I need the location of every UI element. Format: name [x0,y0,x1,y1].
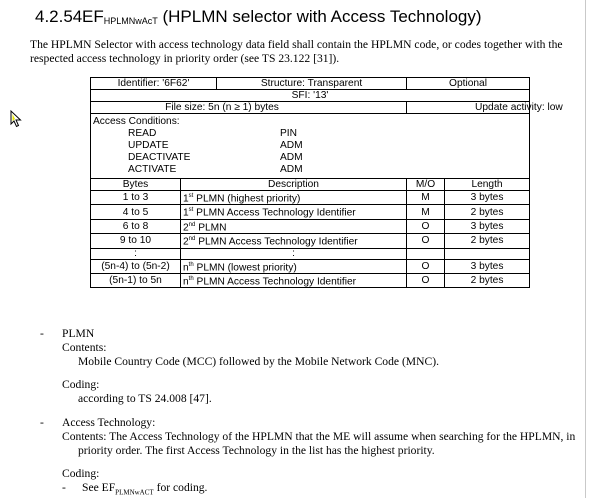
table-header-row [91,179,530,191]
description-text: PLMN (lowest priority) [193,261,297,273]
access-cond: ADM [280,152,303,163]
description-text: PLMN (highest priority) [193,193,301,205]
ordinal-suffix: st [188,207,194,214]
plmn-contents-label: Contents: [62,341,107,354]
access-condition-row [93,140,527,152]
mo-cell: O [407,234,445,248]
access-condition-row [93,128,527,140]
description-cell [181,219,407,233]
ordinal-suffix: nd [188,221,196,228]
ef-name: EF [82,7,104,26]
mo-cell [407,248,445,259]
see-reference [82,481,207,499]
see-suffix: for coding. [153,481,208,494]
length-cell: 3 bytes [445,191,530,205]
mo-cell: O [407,273,445,287]
access-cond: ADM [280,164,303,175]
ordinal: 2 [183,222,189,234]
header-mo: M/O [407,179,445,191]
description-cell [181,205,407,219]
description-text: PLMN Access Technology Identifier [195,236,358,248]
description-cell: : [181,248,407,259]
description-cell [181,259,407,273]
bytes-cell: 4 to 5 [91,205,181,219]
access-cond: PIN [280,128,297,139]
header-length: Length [445,179,530,191]
sfi-cell: SFI: '13' [91,90,530,102]
section-title: (HPLMN selector with Access Technology) [162,7,482,26]
ordinal: 1 [183,207,189,219]
section-number: 4.2.54 [35,7,83,26]
bytes-cell: (5n-4) to (5n-2) [91,259,181,273]
plmn-contents: Mobile Country Code (MCC) followed by the Mobile Network Code (MNC). [78,355,439,368]
description-cell [181,234,407,248]
see-prefix: See EF [82,481,116,494]
ordinal-suffix: nd [188,236,196,243]
ordinal-suffix: st [188,193,194,199]
optional-cell: Optional [407,78,530,90]
access-conditions-cell [91,114,530,179]
table-row [91,259,530,273]
intro-paragraph: The HPLMN Selector with access technology data field shall contain the HPLMN code, or codes together with the respected access technology in priority order (see TS 23.122 [31]). [30,38,563,65]
length-cell: 3 bytes [445,259,530,273]
plmn-title: PLMN [62,327,95,340]
ordinal-suffix: th [188,275,194,282]
bullet-dash: - [40,327,44,340]
header-description: Description [181,179,407,191]
structure-cell: Structure: Transparent [260,78,363,89]
see-subscript: PLMNwACT [115,488,154,497]
description-cell [181,191,407,205]
ordinal-suffix: th [188,261,194,268]
length-cell: 3 bytes [445,219,530,233]
access-cond: ADM [280,140,303,151]
ordinal: 1 [183,193,189,205]
update-activity-cell: Update activity: low [407,102,530,114]
plmn-coding: according to TS 24.008 [47]. [78,392,212,405]
access-technology-coding-label: Coding: [62,467,100,480]
description-text: PLMN Access Technology Identifier [193,207,356,219]
access-technology-title: Access Technology: [62,416,156,429]
table-row [91,205,530,219]
section-heading [35,7,482,27]
file-spec-table [90,77,563,288]
bytes-cell: (5n-1) to 5n [91,273,181,287]
length-cell: 2 bytes [445,234,530,248]
description-text: PLMN [195,222,227,234]
access-op: DEACTIVATE [128,152,191,163]
length-cell: 2 bytes [445,273,530,287]
ef-subscript: HPLMNwAcT [103,16,158,26]
table-row-ellipsis [91,248,530,259]
access-op: READ [128,128,157,139]
length-cell [445,248,530,259]
identifier-cell: Identifier: '6F62' [91,78,217,89]
bullet-dash: - [40,416,44,429]
ordinal: 2 [183,236,189,248]
file-size-cell: File size: 5n (n ≥ 1) bytes [91,102,407,114]
description-cell [181,273,407,287]
length-cell: 2 bytes [445,205,530,219]
table-row [91,234,530,248]
plmn-coding-label: Coding: [62,378,100,391]
bytes-cell: : [91,248,181,259]
bytes-cell: 9 to 10 [91,234,181,248]
description-text: PLMN Access Technology Identifier [193,276,357,288]
mo-cell: M [407,205,445,219]
table-row [91,273,530,287]
table-row [91,191,530,205]
access-technology-contents-line2: priority order. The first Access Technology in the list has the highest priority. [78,444,435,457]
bytes-cell: 6 to 8 [91,219,181,233]
access-condition-row [93,152,527,164]
mo-cell: M [407,191,445,205]
mo-cell: O [407,259,445,273]
access-technology-contents-line1: Contents: The Access Technology of the HPLMN that the ME will assume when searching for the HPLMN, in [62,430,576,443]
access-op: UPDATE [128,140,169,151]
bytes-cell: 1 to 3 [91,191,181,205]
ordinal: n [183,261,189,273]
bullet-dash: - [62,481,66,494]
mo-cell: O [407,219,445,233]
mouse-cursor-icon [10,110,22,128]
access-op: ACTIVATE [128,164,177,175]
ordinal: n [183,276,189,288]
access-conditions-label: Access Conditions: [93,116,180,127]
header-bytes: Bytes [91,179,181,191]
table-row [91,219,530,233]
access-condition-row [93,164,527,176]
